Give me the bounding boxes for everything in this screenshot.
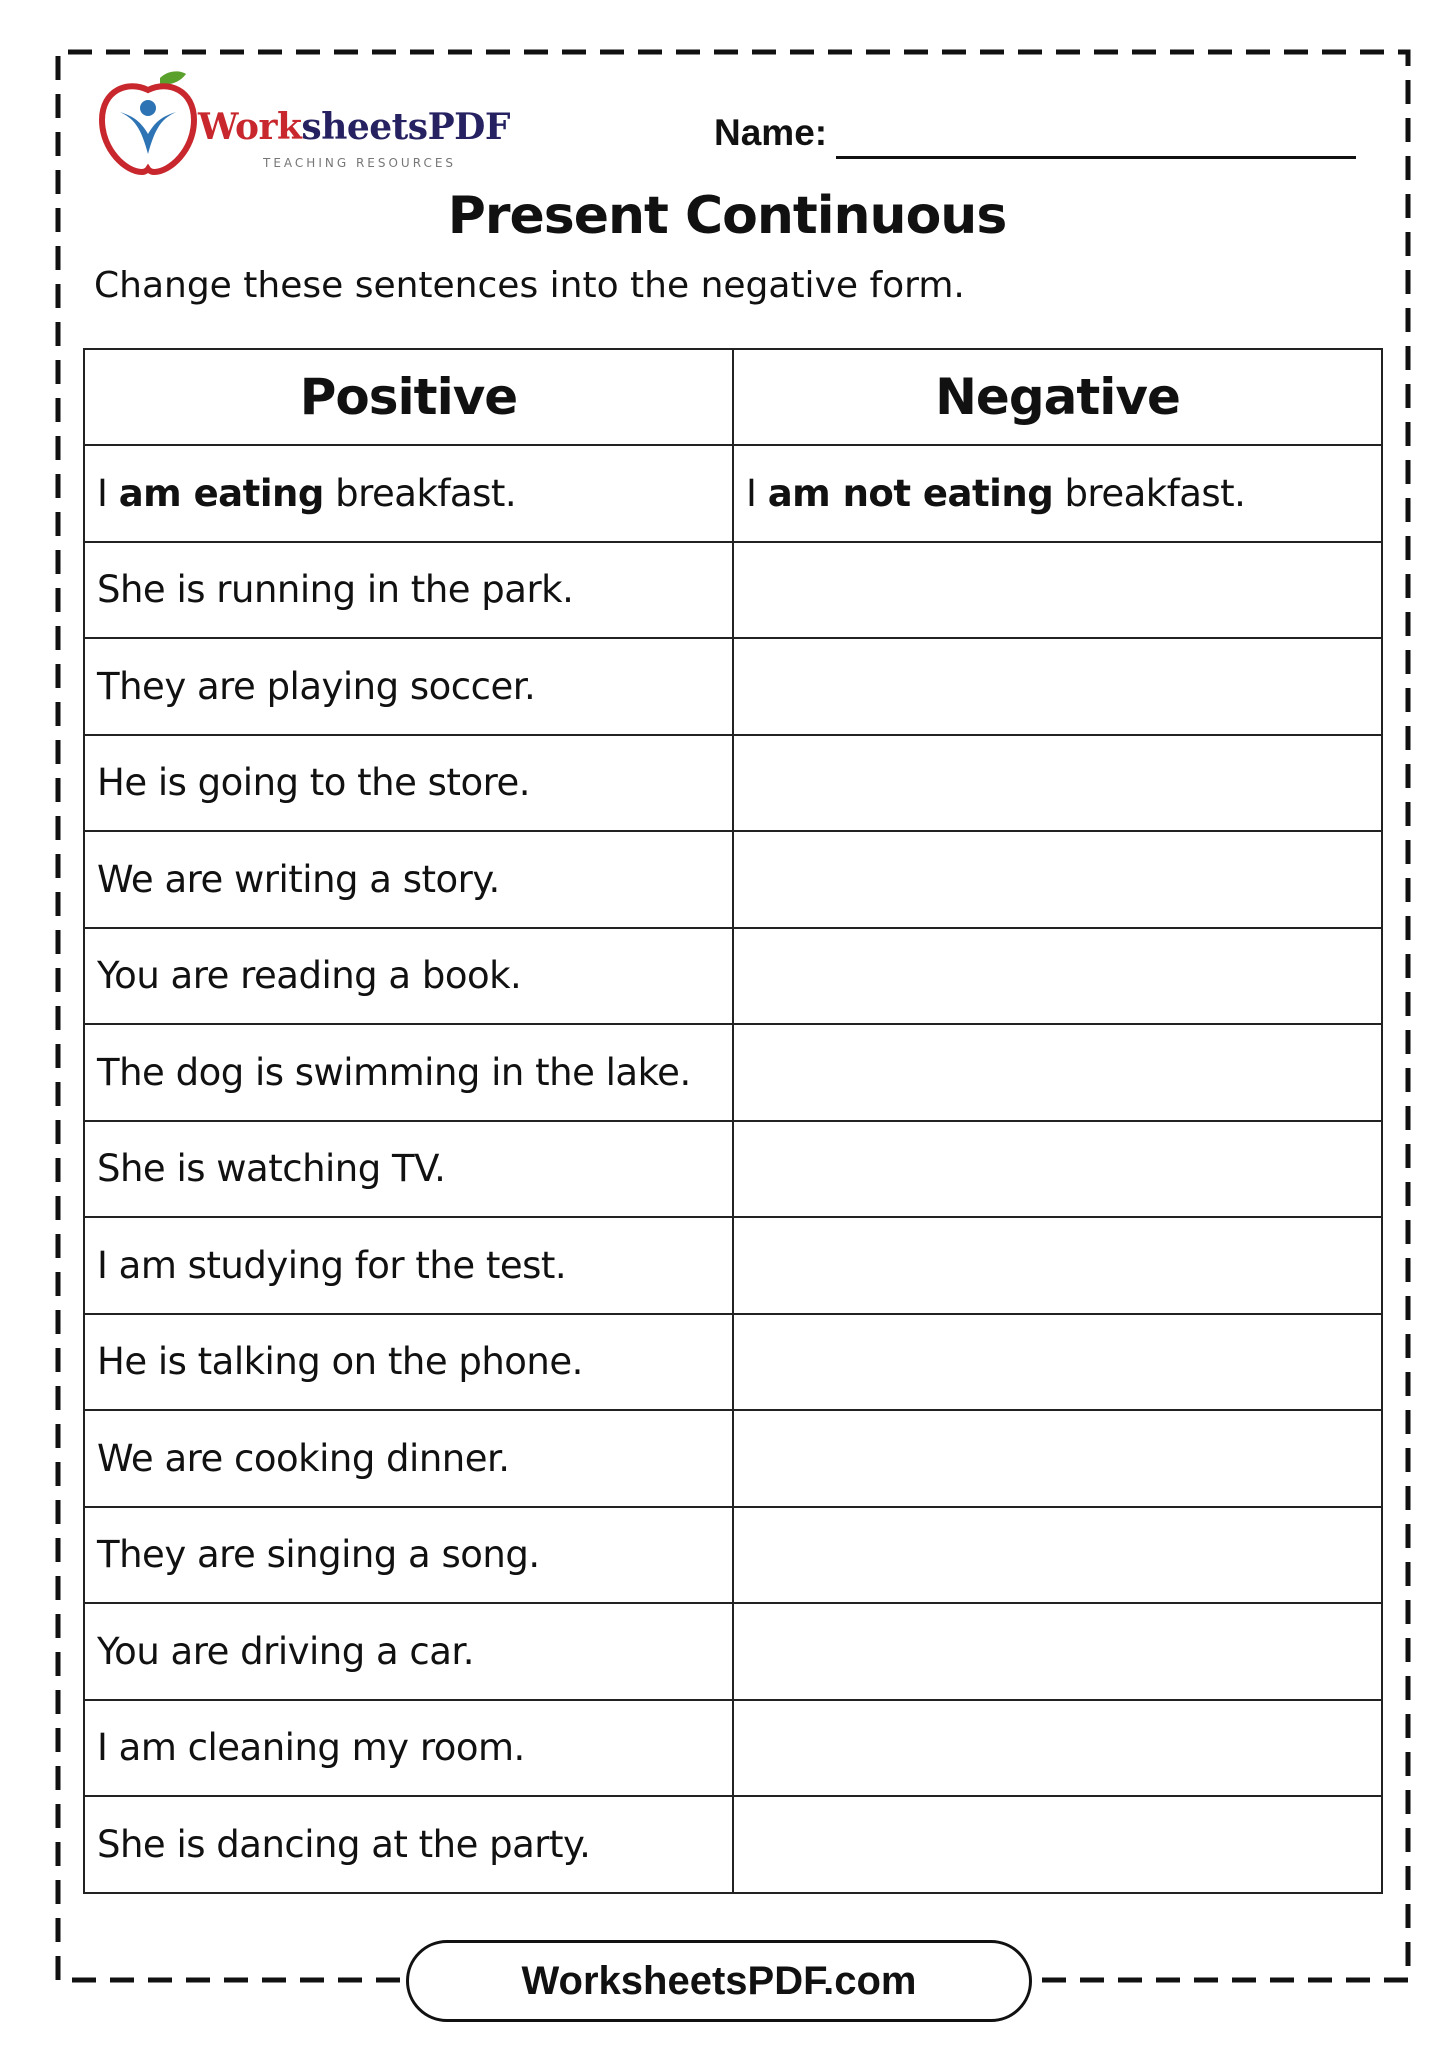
- positive-sentence-cell: We are writing a story.: [84, 831, 733, 928]
- positive-sentence-cell: They are singing a song.: [84, 1507, 733, 1604]
- table-header-row: [84, 349, 1382, 445]
- table-row: [84, 735, 1382, 832]
- table-row: [84, 1217, 1382, 1314]
- logo-wordmark-part1: Work: [198, 106, 302, 148]
- example-negative-cell: [733, 445, 1382, 542]
- positive-sentence-cell: We are cooking dinner.: [84, 1410, 733, 1507]
- negative-answer-cell[interactable]: [733, 542, 1382, 639]
- table-row: [84, 1410, 1382, 1507]
- table-row: [84, 1121, 1382, 1218]
- negative-answer-cell[interactable]: [733, 1700, 1382, 1797]
- negative-answer-cell[interactable]: [733, 1024, 1382, 1121]
- example-negative-pre: I: [746, 471, 768, 515]
- name-label: Name:: [714, 112, 828, 153]
- negative-answer-cell[interactable]: [733, 735, 1382, 832]
- exercise-table: [83, 348, 1383, 1894]
- example-negative-post: breakfast.: [1053, 471, 1246, 515]
- negative-answer-cell[interactable]: [733, 1603, 1382, 1700]
- page-title-text: Present Continuous: [447, 186, 1007, 246]
- example-positive-cell: [84, 445, 733, 542]
- negative-answer-cell[interactable]: [733, 638, 1382, 735]
- positive-sentence-cell: You are reading a book.: [84, 928, 733, 1025]
- positive-sentence-cell: I am studying for the test.: [84, 1217, 733, 1314]
- table-row: [84, 638, 1382, 735]
- positive-sentence-cell: He is talking on the phone.: [84, 1314, 733, 1411]
- negative-answer-cell[interactable]: [733, 1314, 1382, 1411]
- positive-sentence-cell: I am cleaning my room.: [84, 1700, 733, 1797]
- negative-answer-cell[interactable]: [733, 1121, 1382, 1218]
- table-row: [84, 1603, 1382, 1700]
- table-row: [84, 1314, 1382, 1411]
- logo-wordmark-part2: sheetsPDF: [301, 106, 510, 148]
- example-negative-verb: am not eating: [767, 471, 1054, 515]
- instructions: Change these sentences into the negative form.: [94, 265, 965, 306]
- positive-sentence-cell: They are playing soccer.: [84, 638, 733, 735]
- positive-sentence-cell: You are driving a car.: [84, 1603, 733, 1700]
- page-title: [0, 186, 1448, 246]
- negative-answer-cell[interactable]: [733, 1217, 1382, 1314]
- table-row: [84, 1024, 1382, 1121]
- negative-answer-cell[interactable]: [733, 831, 1382, 928]
- example-positive-verb: am eating: [118, 471, 324, 515]
- example-row: [84, 445, 1382, 542]
- table-row: [84, 831, 1382, 928]
- table-row: [84, 928, 1382, 1025]
- negative-answer-cell[interactable]: [733, 1507, 1382, 1604]
- negative-answer-cell[interactable]: [733, 1410, 1382, 1507]
- table-row: [84, 1507, 1382, 1604]
- footer-website-badge: [406, 1940, 1032, 2022]
- column-header-negative: Negative: [733, 349, 1382, 445]
- table-row: [84, 542, 1382, 639]
- worksheetspdf-logo: [98, 68, 518, 178]
- example-positive-post: breakfast.: [323, 471, 517, 515]
- negative-answer-cell[interactable]: [733, 1796, 1382, 1893]
- positive-sentence-cell: She is dancing at the party.: [84, 1796, 733, 1893]
- table-row: [84, 1700, 1382, 1797]
- negative-answer-cell[interactable]: [733, 928, 1382, 1025]
- positive-sentence-cell: She is running in the park.: [84, 542, 733, 639]
- logo-tagline: TEACHING RESOURCES: [263, 156, 457, 170]
- apple-logo-icon: [98, 68, 198, 178]
- column-header-positive: Positive: [84, 349, 733, 445]
- example-positive-pre: I: [97, 471, 119, 515]
- positive-sentence-cell: He is going to the store.: [84, 735, 733, 832]
- logo-wordmark: [198, 106, 510, 148]
- positive-sentence-cell: The dog is swimming in the lake.: [84, 1024, 733, 1121]
- name-answer-line[interactable]: [836, 156, 1356, 159]
- table-row: [84, 1796, 1382, 1893]
- footer-website-text: WorksheetsPDF.com: [521, 1958, 917, 2003]
- positive-sentence-cell: She is watching TV.: [84, 1121, 733, 1218]
